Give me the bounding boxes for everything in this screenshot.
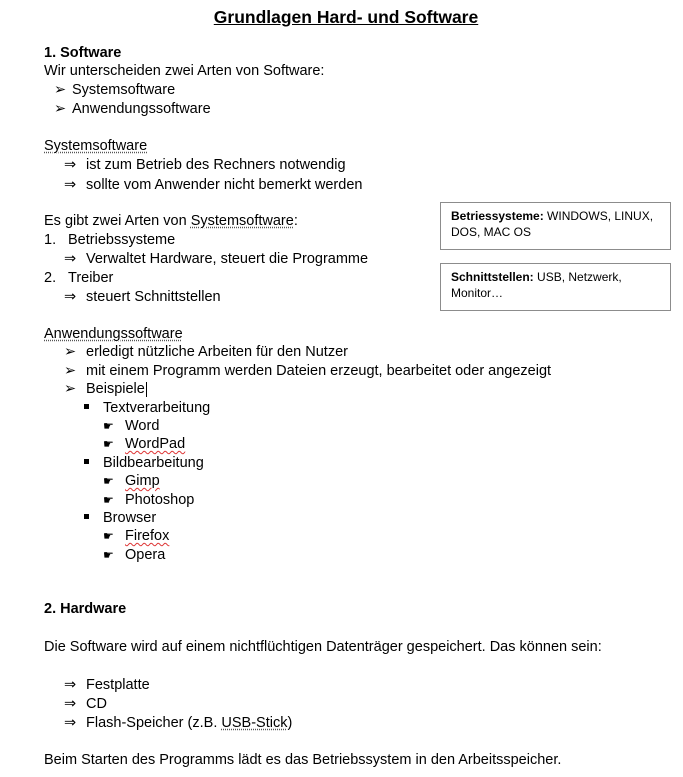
category-item: Browser [84,509,156,527]
text-cursor [146,382,147,397]
list-item: ⇒ CD [64,696,107,712]
implies-arrow-icon: ⇒ [64,715,77,731]
example-item: ☛ Gimp [103,473,160,489]
list-item [54,100,211,118]
category-item: Textverarbeitung [84,399,210,417]
pointing-hand-icon: ☛ [103,529,114,543]
systemsoftware-arten: Es gibt zwei Arten von Systemsoftware: [44,213,298,229]
square-bullet-icon [84,459,89,464]
list-item: 2. Treiber [44,270,114,286]
pointing-hand-icon: ☛ [103,548,114,562]
pointing-hand-icon: ☛ [103,493,114,507]
implies-arrow-icon: ⇒ [64,677,77,693]
list-item: ⇒ Festplatte [64,677,150,693]
category-item: Bildbearbeitung [84,454,204,472]
hardware-outro: Beim Starten des Programms lädt es das Betriebssystem in den Arbeitsspeicher. [44,752,562,768]
list-item: ⇒ Verwaltet Hardware, steuert die Programme [64,251,369,267]
systemsoftware-label: Systemsoftware [44,138,148,154]
arrow-bullet-icon: ➢ [64,344,77,360]
hardware-intro: Die Software wird auf einem nichtflüchtigen Datenträger gespeichert. Das können sein: [44,639,602,655]
type-anwendungssoftware: Anwendungssoftware [72,101,211,117]
list-item: ➢ mit einem Programm werden Dateien erzeugt, bearbeitet oder angezeigt [64,363,552,379]
document-title: Grundlagen Hard- und Software [213,7,479,27]
pointing-hand-icon: ☛ [103,474,114,488]
schnittstellen-box: Schnittstellen: USB, Netzwerk, Monitor… [440,263,671,311]
implies-arrow-icon: ⇒ [64,177,77,193]
software-intro: Wir unterscheiden zwei Arten von Software: [44,63,325,79]
example-item: ☛ Word [103,418,160,434]
list-item: 1. Betriebssysteme [44,232,176,248]
hardware-heading: 2. Hardware [44,601,127,617]
implies-arrow-icon: ⇒ [64,289,77,305]
implies-arrow-icon: ⇒ [64,157,77,173]
betriebssysteme-box: Betriessysteme: WINDOWS, LINUX, DOS, MAC OS [440,202,671,250]
example-item: ☛ Firefox [103,528,170,544]
example-item: ☛ Opera [103,547,166,563]
anwendungssoftware-label: Anwendungssoftware [44,326,183,342]
arrow-bullet-icon: ➢ [54,82,67,98]
list-item: ➢ erledigt nützliche Arbeiten für den Nutzer [64,344,348,360]
pointing-hand-icon: ☛ [103,419,114,433]
type-systemsoftware: Systemsoftware [72,82,176,98]
list-item: ➢ Beispiele [64,381,145,397]
example-item: ☛ Photoshop [103,492,195,508]
pointing-hand-icon: ☛ [103,437,114,451]
arrow-bullet-icon: ➢ [64,363,77,379]
list-item: ⇒ Flash-Speicher (z.B. USB-Stick) [64,715,293,731]
square-bullet-icon [84,404,89,409]
implies-arrow-icon: ⇒ [64,696,77,712]
list-item: ⇒ steuert Schnittstellen [64,289,221,305]
list-item [54,81,175,99]
implies-arrow-icon: ⇒ [64,251,77,267]
square-bullet-icon [84,514,89,519]
list-item: ⇒ sollte vom Anwender nicht bemerkt werden [64,177,363,193]
software-heading: 1. Software [44,45,122,61]
arrow-bullet-icon: ➢ [64,381,77,397]
list-item: ⇒ ist zum Betrieb des Rechners notwendig [64,157,346,173]
example-item: ☛ WordPad [103,436,186,452]
arrow-bullet-icon: ➢ [54,101,67,117]
